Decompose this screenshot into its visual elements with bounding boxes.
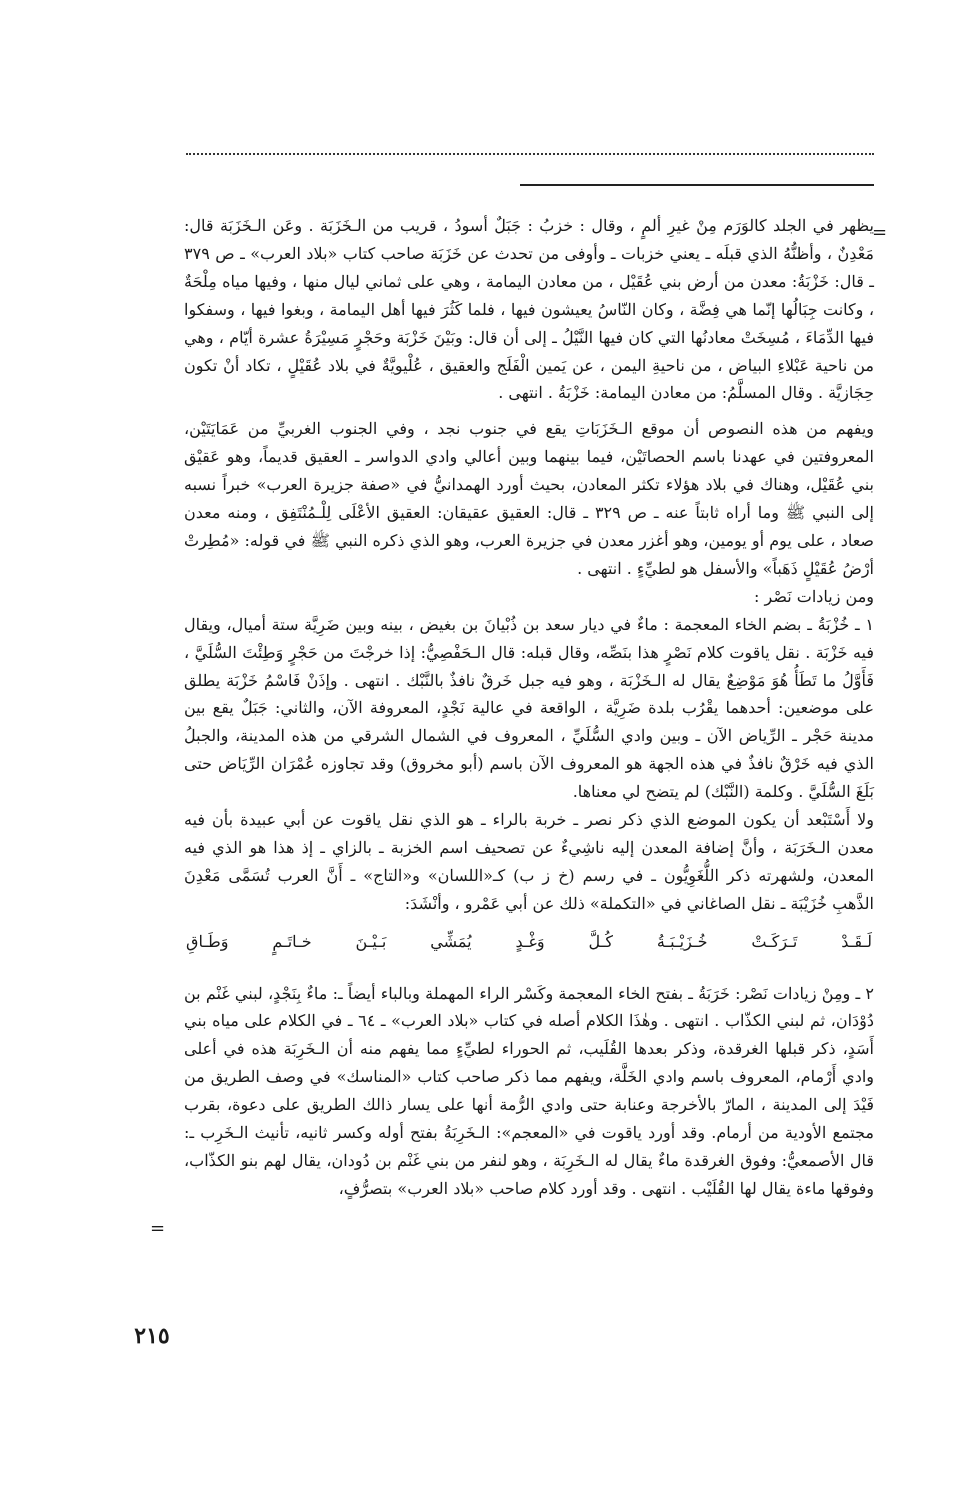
header-rule: [520, 184, 874, 186]
heading-nasr-additions: ومن زيادات نَصْر :: [754, 586, 874, 606]
paragraph-1: يظهر في الجلد كالوَرَم مِنْ غيرِ ألمٍ ، وقال : خزبُ : جَبَلٌ أسودُ ، قريب من الـخَزَبَة . وعَن الـخَزَبَة قال: مَعْدِنٌ ، وأظنُّهُ الذي قبلَه ـ يعني خزبات ـ وأوفى من تحدث عن خَزَبَة صاحب كتاب «بلاد العرب» ـ ص ٣٧٩ ـ قال: خَزْبَةُ: معدن من أرض بني عُقَيْل ، من معادن اليمامة ، وهي على ثماني ليال منها ، وفيها مياه مِلْحَةٌ ، وكانت جِبَالُها إنّما هي فِضَّة ، وكان النّاسُ يعيشون فيها ، فلما كَثُرَ فيها أهل اليمامة ، وبغوا فيها ، وسفكوا فيها الدِّمَاءَ ، مُسِخَتْ معادنُها التي كان فيها النَّيْلُ ـ إلى أن قال: وبَيْنَ خَزْبَة وحَجْرٍ مَسِيْرَةُ عشرة أيّام ، وهي من ناحية عَبْلاءِ البياض ، من ناحيةِ اليمن ، عن يَمين الْفَلَج والعقيق ، عُلْيويَّةٌ في بلاد عُقَيْلٍ ، تكاد أنْ تكون حِجَازيَّة . وقال المسلَّمُ: من معادن اليمامة: خَزْبَةُ . انتهى .: [184, 216, 875, 403]
verse-word: تَـرَكَـتْ: [751, 931, 798, 951]
verse-word: كُـلَّ: [588, 931, 613, 951]
paragraph-2: ويفهم من هذه النصوص أن موقع الـخَزَبَاتِ يقع في جنوب نجد ، وفي الجنوب الغربيِّ من عَمَايَتَيْن، المعروفتين في عهدنا باسم الحصاتَيْن، فيما بينهما وبين أعالي وادي الدواسر ـ العقيق قديماً، وهو عَقيْق بني عُقَيْل، وهناك في بلاد هؤلاء تكثر المعادن، بحيث أورد الهمدانيُّ في «صفة جزيرة العرب» خبراً نسبه إلى النبي ﷺ وما أراه ثابتاً عنه ـ ص ٣٢٩ ـ قال: العقيق عقيقان: العقيق الأعْلَى لِلْـمُنْتَفِق ، ومنه معدن صعاد ، على يوم أو يومين، وهو أغزر معدن في جزيرة العرب، وهو الذي ذكره النبي ﷺ في قوله: «مُطِرتْ أرْضُ عُقَيْلٍ ذَهَباً» والأسفل هو لطيِّءٍ . انتهى .: [184, 419, 874, 578]
verse-word: وَطَـاقِ: [186, 931, 229, 951]
verse-word: بَـيْـنَ: [355, 931, 387, 951]
paragraph-3: ١ ـ خُزْبَةُ ـ بضم الخاء المعجمة : ماءٌ في ديار سعد بن ذُبْيانَ بن بغيض ، بينه وبين ضَرِيَّة ستة أميال، ويقال فيه خَزْبَة . نقل ياقوت كلام نَصْرٍ هذا بنَصِّه، وقال قبله: قال الـحَفْصِيُّ: إذا خرجْتَ من حَجْرٍ وَطِئْتَ السُّلَيَّ ، فَأَوَّلُ ما تَطَأُ هُوَ مَوْضِعٌ يقال له الـخَزْبَة ، وهو فيه جبل خَرقٌ نافذٌ بالنَّبْك . انتهى . وإذَنْ فَاسْمُ خَزْبَة يطلق على موضعين: أحدهما يقْرُب بلدة ضَرِيَّة ، الواقعة في عالية نَجْدٍ، المعروفة الآن، والثاني: جَبَلٌ يقع بين مدينة حَجْر ـ الرِّياض الآن ـ وبين وادي السُّلَيِّ ، المعروف في الشمال الشرقي من هذه المدينة، والجبلُ الذي فيه خَرْقٌ نافذٌ في هذه الجهة هو المعروف الآن باسم (أبو مخروق) وقد تجاوزه عُمْرَان الرِّيَاض حتى بَلَغَ السُّلَيَّ . وكلمة (النَّبْك) لم يتضح لي معناها.: [184, 614, 874, 802]
marker-top: =: [872, 222, 888, 243]
marker-bottom: =: [150, 1218, 166, 1239]
dotted-separator: [186, 153, 874, 155]
paragraph-5: ٢ ـ ومِنْ زيادات نَصْر: خَرَبَةُ ـ بفتح الخاء المعجمة وكَسْر الراء المهملة وبالباء أيضاً ـ: ماءٌ بِنَجْدٍ، لبني غَنْم بن دُوْدَان، ثم لبني الكذّاب . انتهى . وهٰذَا الكلام أصله في كتاب «بلاد العرب» ـ ٦٤ ـ في الكلام على مياه بني أَسَدٍ، ذكر قبلها الغرقدة، وذكر بعدها القُلَيب، ثم الحوراء لطيِّءٍ مما يفهم منه أن الـخَرِبَة هذه في أعلى وادي أَرْمام، المعروف باسم وادي الخَلَّة، ويفهم مما ذكر صاحب كتاب «المناسك» في وصف الطريق من فَيْدَ إلى المدينة ، المارّ بالأخرجة وعنابة حتى وادي الرُّمة أنها على يسار ذالك الطريق على دعوة، بقرب مجتمع الأودية من أرمام. وقد أورد ياقوت في «المعجم»: الـخَرِبَةُ بفتح أوله وكسر ثانيه، تأنيث الـخَرِب ـ: قال الأصمعيُّ: وفوق الغرقدة ماءٌ يقال له الـخَرِبَة ، وهو لنفر من بني غَنْم بن دُودان، يقال لهم بنو الكذّاب، وفوقها ماءة يقال لها القُلَيْب . انتهى . وقد أورد كلام صاحب «بلاد العرب» بتصرُّفٍ،: [184, 983, 875, 1198]
verse-word: يُمَشِّي: [430, 931, 472, 951]
verse-word: خـاتَـمٍ: [272, 931, 312, 951]
page-number: ٢١٥: [134, 1323, 170, 1349]
verse-word: خُـزَيْـبَـةُ: [656, 931, 708, 951]
page-body: [184, 212, 874, 1203]
paragraph-4: ولا أَسْتَبْعد أن يكون الموضع الذي ذكر نصر ـ خربة بالراء ـ هو الذي نقل ياقوت عن أبي عبيدة بأن فيه معدن الـخَرَبَة ، وأنَّ إضافة المعدن إليه ناشِيءٌ عن تصحيف اسم الخزبة ـ بالزاي ـ إذ هذا هو الذي فيه المعدن، ولشهرته ذكر اللُّغَوِيُّون ـ في رسم (خ ز ب) كـ«اللسان» و«التاج» ـ أَنَّ العرب تُسَمَّى مَعْدِنَ الذَّهبِ خُزَيْبَة ـ نقل الصاغاني في «التكملة» ذلك عن أبي عَمْرو ، وأنْشَدَ:: [184, 810, 874, 913]
verse-word: وَغْـدٍ: [515, 931, 545, 951]
poetry-verse: [184, 928, 874, 956]
verse-word: لَـقَـدْ: [841, 931, 872, 951]
